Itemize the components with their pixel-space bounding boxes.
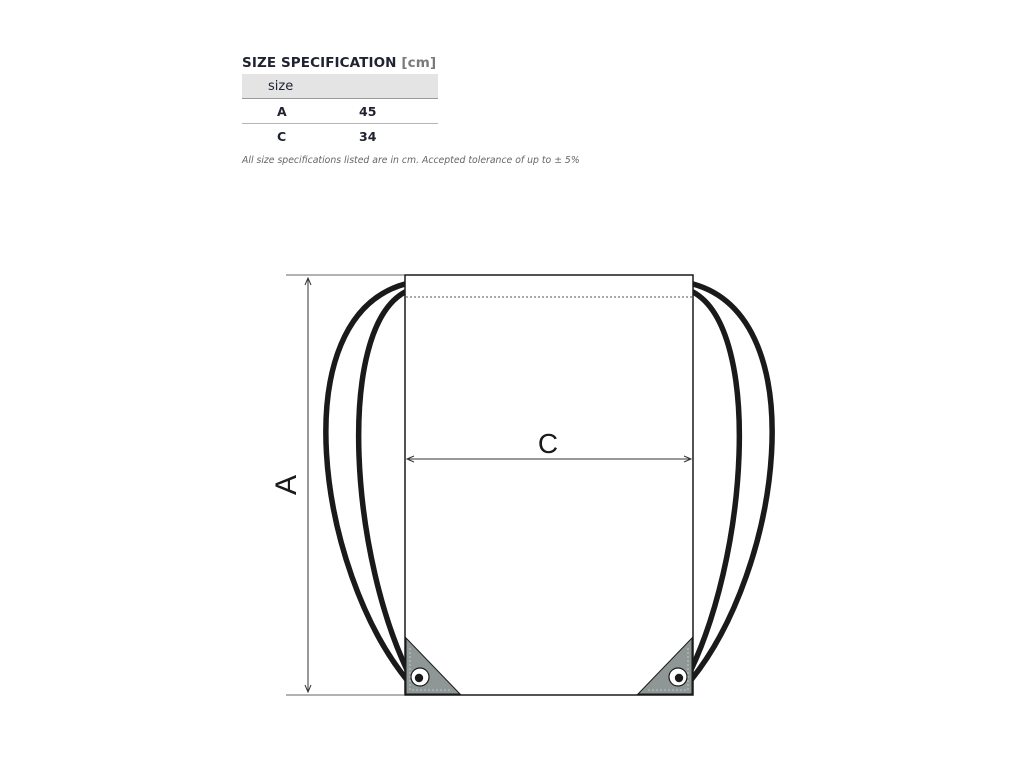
right-cord-inner-icon (686, 292, 739, 680)
width-dimension-label: C (537, 428, 559, 459)
bag-body-outline (405, 275, 693, 695)
spec-unit: [cm] (401, 55, 437, 71)
spec-row-value: 34 (359, 129, 377, 144)
left-cord-outer-icon (326, 284, 407, 680)
height-dimension-label: A (270, 474, 303, 496)
spec-title-text: SIZE SPECIFICATION (242, 55, 397, 71)
tolerance-note: All size specifications listed are in cm. Accepted tolerance of up to ± 5% (242, 155, 580, 166)
left-cord-knot-icon (415, 674, 423, 682)
left-cord-inner-icon (359, 292, 412, 680)
spec-header-size: size (268, 79, 294, 94)
right-cord-knot-icon (675, 674, 683, 682)
spec-row-value: 45 (359, 104, 377, 119)
spec-row-label: C (277, 129, 287, 144)
spec-row-label: A (277, 104, 287, 119)
right-cord-outer-icon (691, 284, 772, 680)
